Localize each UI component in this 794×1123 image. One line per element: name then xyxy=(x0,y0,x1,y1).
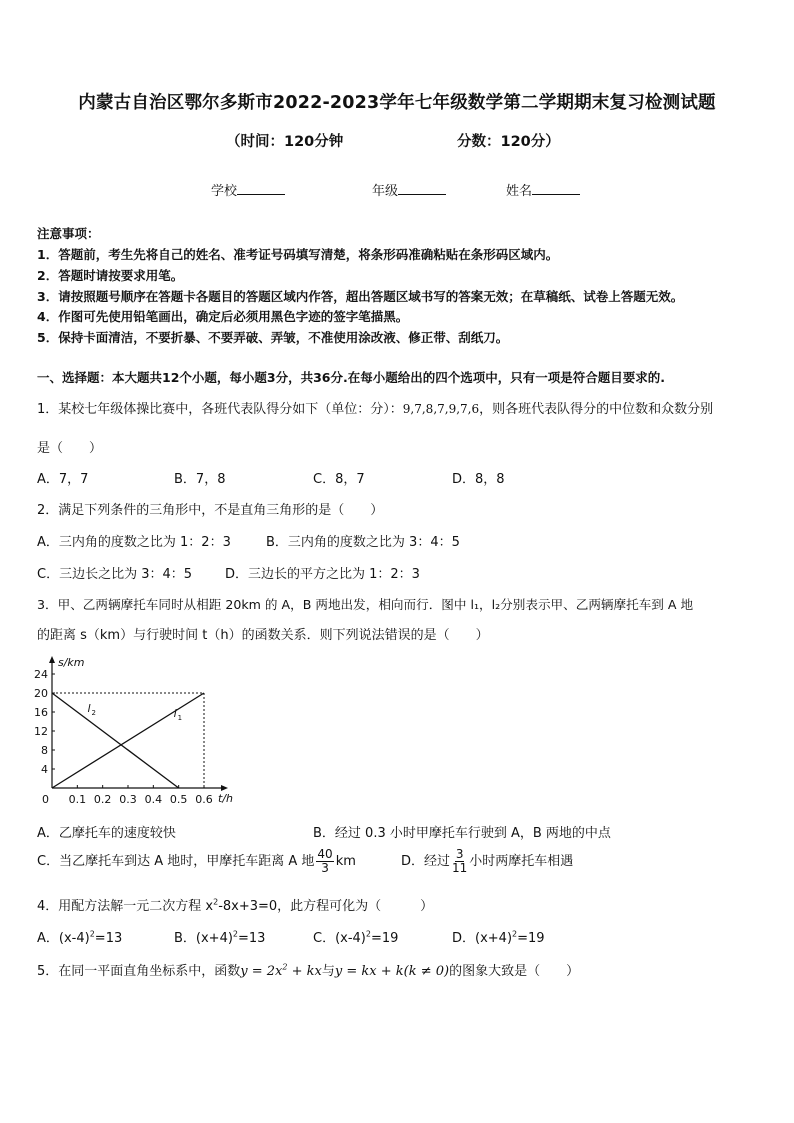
x-tick-label: 0.3 xyxy=(119,793,137,806)
series-label-l2: l xyxy=(87,702,91,715)
y-tick-label: 20 xyxy=(34,687,48,700)
fraction-denominator: 11 xyxy=(452,861,468,875)
x-tick-label: 0.5 xyxy=(169,793,188,806)
q3-option-d[interactable] xyxy=(401,848,573,875)
origin-label: 0 xyxy=(42,793,49,806)
distance-time-chart xyxy=(22,652,252,812)
option-superscript: 2 xyxy=(232,929,239,939)
grade-field xyxy=(372,180,446,199)
q4-text-tail: -8x+3=0，此方程可化为（ ） xyxy=(218,899,434,914)
notes-heading: 注意事项： xyxy=(37,226,100,241)
q1-option-d[interactable]: D．8，8 xyxy=(452,472,505,487)
q5-superscript: 2 xyxy=(282,962,288,972)
q3-c-text: C．当乙摩托车到达 A 地时，甲摩托车距离 A 地 xyxy=(37,854,315,869)
x-tick-label: 0.1 xyxy=(68,793,87,806)
y-tick-label: 4 xyxy=(41,763,48,776)
chart-axes xyxy=(49,656,228,791)
q5-function-1: y = 2x xyxy=(240,964,283,979)
option-superscript: 2 xyxy=(89,929,95,939)
q4-superscript: 2 xyxy=(213,897,219,907)
series-line-l1 xyxy=(52,693,204,788)
option-label: B．(x+4) xyxy=(174,931,233,946)
q4-option-a[interactable] xyxy=(37,927,122,946)
y-tick-label: 24 xyxy=(34,668,48,681)
q2-option-d[interactable]: D．三边长的平方之比为 1：2：3 xyxy=(225,567,420,582)
x-tick-label: 0.2 xyxy=(93,793,112,806)
q1-text-tail: ，则各班代表队得分的中位数和众数分别 xyxy=(479,402,714,417)
series-label-sub-l2: 2 xyxy=(91,709,96,717)
q5-text-tail: 的图象大致是（ ） xyxy=(449,964,580,979)
q3-c-unit: km xyxy=(335,854,356,869)
grade-blank[interactable] xyxy=(398,181,446,195)
option-rest: =19 xyxy=(370,931,399,946)
q3-d-text-tail: 小时两摩托车相遇 xyxy=(469,854,574,869)
question-4-stem xyxy=(37,895,433,914)
x-axis-arrow xyxy=(221,785,228,791)
chart-ticks xyxy=(34,668,213,806)
q1-data: 9,7,8,7,9,7,6 xyxy=(402,402,480,416)
question-1-stem-line2: 是（ ） xyxy=(37,441,103,456)
x-tick-label: 0.6 xyxy=(195,793,213,806)
grade-label: 年级 xyxy=(372,184,399,199)
q1-option-a[interactable]: A．7，7 xyxy=(37,472,89,487)
page-title: 内蒙古自治区鄂尔多斯市2022-2023学年七年级数学第二学期期末复习检测试题 xyxy=(78,93,716,113)
q3-option-c[interactable] xyxy=(37,848,356,875)
y-axis-label: s/km xyxy=(58,656,85,669)
school-blank[interactable] xyxy=(237,181,285,195)
option-rest: =19 xyxy=(517,931,545,946)
exam-time: （时间：120分钟 xyxy=(226,134,344,150)
fraction-numerator: 3 xyxy=(455,847,464,861)
option-label: C．(x-4) xyxy=(313,931,366,946)
chart-series xyxy=(52,693,204,788)
option-rest: =13 xyxy=(94,931,123,946)
note-item: 4．作图可先使用铅笔画出，确定后必须用黑色字迹的签字笔描黑。 xyxy=(37,309,409,324)
note-item: 5．保持卡面清洁，不要折暴、不要弄破、弄皱，不准使用涂改液、修正带、刮纸刀。 xyxy=(37,330,509,345)
y-tick-label: 16 xyxy=(34,706,48,719)
name-label: 姓名 xyxy=(506,184,533,199)
fraction-3-11 xyxy=(452,848,467,875)
school-label: 学校 xyxy=(211,184,238,199)
option-label: A．(x-4) xyxy=(37,931,90,946)
q3-option-b[interactable]: B．经过 0.3 小时甲摩托车行驶到 A，B 两地的中点 xyxy=(313,826,611,841)
note-item: 1．答题前，考生先将自己的姓名、准考证号码填写清楚，将条形码准确粘贴在条形码区域内。 xyxy=(37,247,559,262)
q4-option-d[interactable] xyxy=(452,927,545,946)
section-heading: 一、选择题：本大题共12个小题，每小题3分，共36分.在每小题给出的四个选项中，只有一项是符合题目要求的. xyxy=(37,370,665,385)
x-tick-label: 0.4 xyxy=(144,793,163,806)
question-3-stem: 3．甲、乙两辆摩托车同时从相距 20km 的 A，B 两地出发，相向而行．图中 l₁，l₂分别表示甲、乙两辆摩托车到 A 地 xyxy=(37,597,694,612)
school-field xyxy=(211,180,285,199)
question-5-stem xyxy=(37,960,579,979)
q4-option-c[interactable] xyxy=(313,927,398,946)
q5-text: 5．在同一平面直角坐标系中，函数 xyxy=(37,964,241,979)
question-1-stem xyxy=(37,398,713,417)
q4-option-b[interactable] xyxy=(174,927,265,946)
exam-score: 分数：120分） xyxy=(457,134,560,150)
x-axis-label: t/h xyxy=(218,792,233,805)
q4-text: 4．用配方法解一元二次方程 x xyxy=(37,899,214,914)
q3-option-a[interactable]: A．乙摩托车的速度较快 xyxy=(37,826,176,841)
question-3-stem-line2: 的距离 s（km）与行驶时间 t（h）的函数关系．则下列说法错误的是（ ） xyxy=(37,628,489,643)
note-item: 2．答题时请按要求用笔。 xyxy=(37,268,184,283)
q2-option-a[interactable]: A．三内角的度数之比为 1：2：3 xyxy=(37,535,231,550)
series-label-sub-l1: 1 xyxy=(177,713,183,722)
q2-option-b[interactable]: B．三内角的度数之比为 3：4：5 xyxy=(266,535,460,550)
fraction-denominator: 3 xyxy=(321,861,329,875)
q3-d-text: D．经过 xyxy=(401,854,451,869)
fraction-40-3 xyxy=(316,848,333,875)
y-tick-label: 8 xyxy=(41,744,48,757)
series-line-l2 xyxy=(52,693,179,788)
option-label: D．(x+4) xyxy=(452,931,513,946)
y-axis-arrow xyxy=(49,656,55,663)
note-item: 3．请按照题号顺序在答题卡各题目的答题区域内作答，超出答题区域书写的答案无效；在草稿纸、试卷上答题无效。 xyxy=(37,289,684,304)
fraction-numerator: 40 xyxy=(317,847,333,861)
q1-option-c[interactable]: C．8，7 xyxy=(313,472,365,487)
name-blank[interactable] xyxy=(532,181,580,195)
option-superscript: 2 xyxy=(365,929,371,939)
q5-function-2: y = kx + k(k ≠ 0) xyxy=(334,964,450,979)
q5-function-1-rest: + kx xyxy=(287,964,322,979)
q5-connector: 与 xyxy=(321,964,335,979)
q1-text: 1．某校七年级体操比赛中，各班代表队得分如下（单位：分）： xyxy=(37,402,403,417)
y-tick-label: 12 xyxy=(34,725,48,738)
option-rest: =13 xyxy=(238,931,266,946)
option-superscript: 2 xyxy=(512,929,518,939)
q1-option-b[interactable]: B．7，8 xyxy=(174,472,226,487)
series-label-l1: l xyxy=(173,706,177,720)
q2-option-c[interactable]: C．三边长之比为 3：4：5 xyxy=(37,567,193,582)
name-field xyxy=(506,180,580,199)
question-2-stem: 2．满足下列条件的三角形中，不是直角三角形的是（ ） xyxy=(37,503,384,518)
